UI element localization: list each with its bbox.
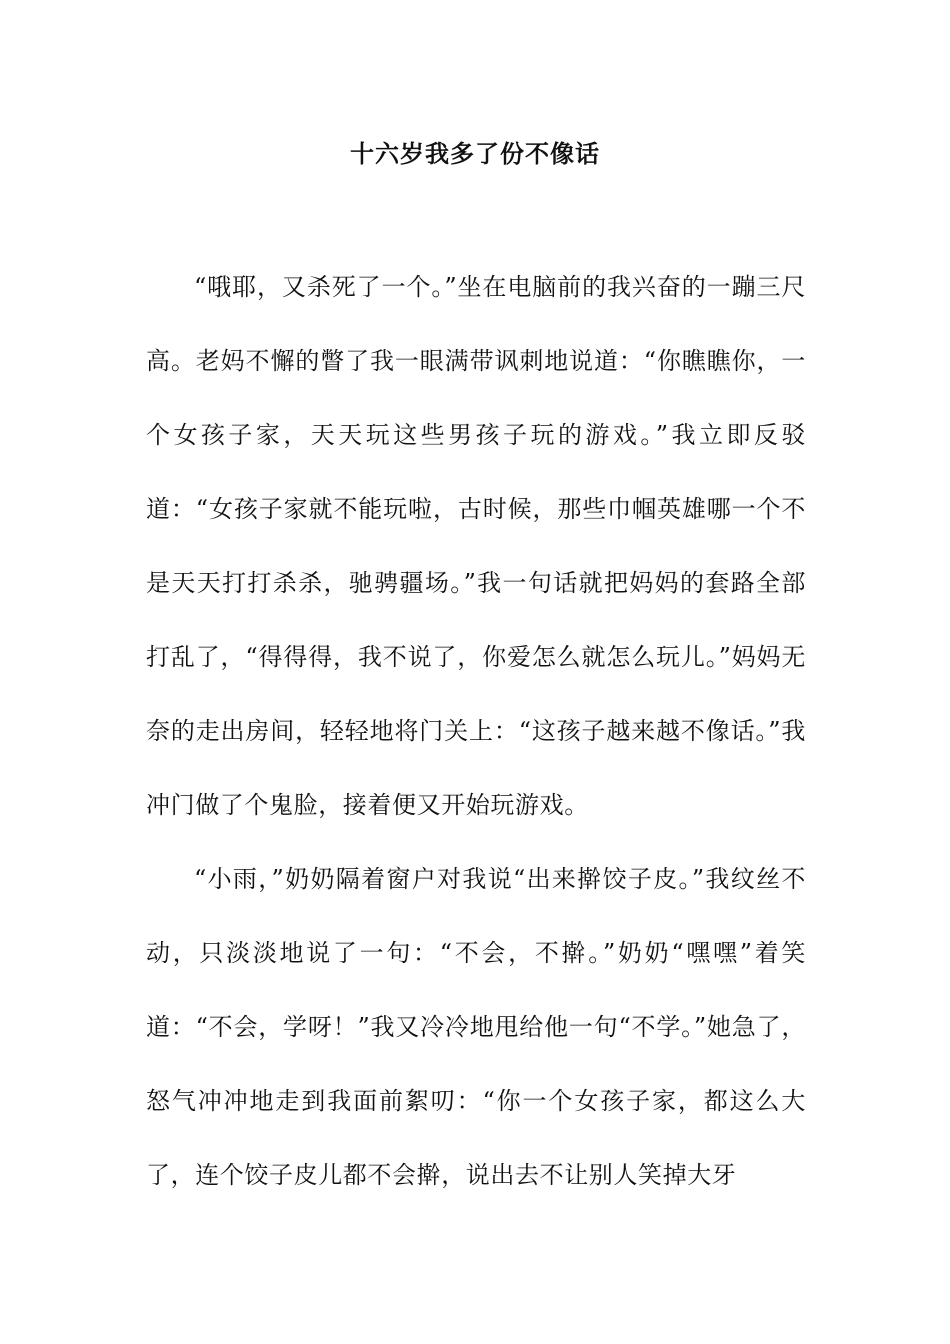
document-body xyxy=(146,250,806,1212)
document-title: 十六岁我多了份不像话 xyxy=(350,139,600,168)
paragraph-2: “小雨，”奶奶隔着窗户对我说“出来擀饺子皮。”我纹丝不动，只淡淡地说了一句：“不会，不擀。”奶奶“嘿嘿”着笑道：“不会，学呀！”我又冷冷地甩给他一句“不学。”她急了，怒气冲冲地走到我面前絮叨：“你一个女孩子家，都这么大了，连个饺子皮儿都不会擀，说出去不让别人笑掉大牙 xyxy=(146,865,806,1189)
paragraph-1: “哦耶，又杀死了一个。”坐在电脑前的我兴奋的一蹦三尺高。老妈不懈的瞥了我一眼满带讽刺地说道：“你瞧瞧你，一个女孩子家，天天玩这些男孩子玩的游戏。”我立即反驳道：“女孩子家就不能玩啦，古时候，那些巾帼英雄哪一个不是天天打打杀杀，驰骋疆场。”我一句话就把妈妈的套路全部打乱了，“得得得，我不说了，你爱怎么就怎么玩儿。”妈妈无奈的走出房间，轻轻地将门关上：“这孩子越来越不像话。”我冲门做了个鬼脸，接着便又开始玩游戏。 xyxy=(146,273,806,819)
